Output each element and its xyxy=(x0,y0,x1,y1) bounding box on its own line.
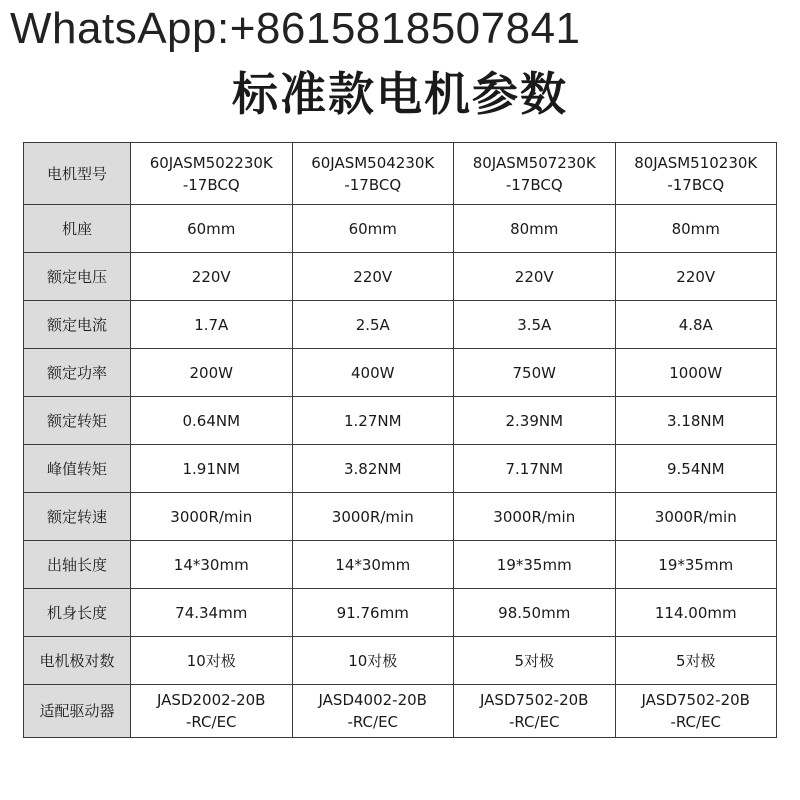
table-cell: 400W xyxy=(292,349,454,397)
table-cell: 19*35mm xyxy=(454,541,616,589)
driver-line-1: JASD7502-20B xyxy=(641,691,750,709)
table-cell: 10对极 xyxy=(292,637,454,685)
model-line-2: -17BCQ xyxy=(182,175,240,194)
model-line-1: 80JASM510230K xyxy=(634,153,758,172)
whatsapp-watermark: WhatsApp:+8615818507841 xyxy=(10,4,581,53)
driver-cell xyxy=(454,685,616,738)
table-row xyxy=(24,205,777,253)
table-cell: 2.5A xyxy=(292,301,454,349)
page-title: 标准款电机参数 xyxy=(232,67,568,121)
table-cell: 1.91NM xyxy=(131,445,293,493)
table-cell: 74.34mm xyxy=(131,589,293,637)
model-line-2: -17BCQ xyxy=(344,175,402,194)
driver-line-1: JASD2002-20B xyxy=(157,691,266,709)
model-line-1: 60JASM502230K xyxy=(149,153,273,172)
table-row xyxy=(24,397,777,445)
model-line-2: -17BCQ xyxy=(667,175,725,194)
table-cell: 2.39NM xyxy=(454,397,616,445)
table-row xyxy=(24,589,777,637)
driver-line-2: -RC/EC xyxy=(185,713,237,731)
driver-line-2: -RC/EC xyxy=(508,713,560,731)
driver-line-2: -RC/EC xyxy=(347,713,399,731)
table-cell: 0.64NM xyxy=(131,397,293,445)
table-cell: 1.27NM xyxy=(292,397,454,445)
driver-cell xyxy=(292,685,454,738)
table-cell: 60mm xyxy=(131,205,293,253)
row-label: 额定转矩 xyxy=(24,397,131,445)
row-label: 额定转速 xyxy=(24,493,131,541)
table-cell: 19*35mm xyxy=(615,541,777,589)
table-cell: 98.50mm xyxy=(454,589,616,637)
driver-line-1: JASD4002-20B xyxy=(318,691,427,709)
table-cell: 3.18NM xyxy=(615,397,777,445)
table-cell: 220V xyxy=(615,253,777,301)
driver-cell xyxy=(131,685,293,738)
row-label-model: 电机型号 xyxy=(24,143,131,205)
table-cell: 14*30mm xyxy=(292,541,454,589)
table-row xyxy=(24,493,777,541)
table-cell: 80mm xyxy=(454,205,616,253)
table-cell: 1.7A xyxy=(131,301,293,349)
model-cell xyxy=(292,143,454,205)
driver-line-1: JASD7502-20B xyxy=(480,691,589,709)
table-cell: 220V xyxy=(454,253,616,301)
table-cell: 3000R/min xyxy=(454,493,616,541)
row-label: 额定电流 xyxy=(24,301,131,349)
model-cell xyxy=(615,143,777,205)
table-cell: 3.82NM xyxy=(292,445,454,493)
table-cell: 3000R/min xyxy=(131,493,293,541)
row-label: 峰值转矩 xyxy=(24,445,131,493)
table-cell: 750W xyxy=(454,349,616,397)
table-cell: 220V xyxy=(292,253,454,301)
table-row xyxy=(24,541,777,589)
row-label: 机座 xyxy=(24,205,131,253)
row-label: 电机极对数 xyxy=(24,637,131,685)
table-cell: 5对极 xyxy=(454,637,616,685)
table-row xyxy=(24,637,777,685)
row-label: 额定电压 xyxy=(24,253,131,301)
driver-line-2: -RC/EC xyxy=(670,713,722,731)
table-row-model xyxy=(24,143,777,205)
table-cell: 80mm xyxy=(615,205,777,253)
row-label: 机身长度 xyxy=(24,589,131,637)
table-cell: 3000R/min xyxy=(292,493,454,541)
table-cell: 14*30mm xyxy=(131,541,293,589)
table-row xyxy=(24,301,777,349)
table-cell: 4.8A xyxy=(615,301,777,349)
table-cell: 200W xyxy=(131,349,293,397)
table-row xyxy=(24,253,777,301)
row-label: 出轴长度 xyxy=(24,541,131,589)
table-cell: 3.5A xyxy=(454,301,616,349)
table-cell: 5对极 xyxy=(615,637,777,685)
table-cell: 114.00mm xyxy=(615,589,777,637)
model-cell xyxy=(454,143,616,205)
row-label-driver: 适配驱动器 xyxy=(24,685,131,738)
model-line-1: 80JASM507230K xyxy=(472,153,596,172)
driver-cell xyxy=(615,685,777,738)
motor-spec-table xyxy=(23,142,777,738)
table-row xyxy=(24,349,777,397)
table-cell: 7.17NM xyxy=(454,445,616,493)
model-cell xyxy=(131,143,293,205)
table-cell: 91.76mm xyxy=(292,589,454,637)
table-row xyxy=(24,445,777,493)
table-cell: 1000W xyxy=(615,349,777,397)
table-cell: 3000R/min xyxy=(615,493,777,541)
table-cell: 60mm xyxy=(292,205,454,253)
model-line-2: -17BCQ xyxy=(505,175,563,194)
table-cell: 220V xyxy=(131,253,293,301)
model-line-1: 60JASM504230K xyxy=(311,153,435,172)
table-cell: 10对极 xyxy=(131,637,293,685)
table-row-driver xyxy=(24,685,777,738)
table-cell: 9.54NM xyxy=(615,445,777,493)
row-label: 额定功率 xyxy=(24,349,131,397)
